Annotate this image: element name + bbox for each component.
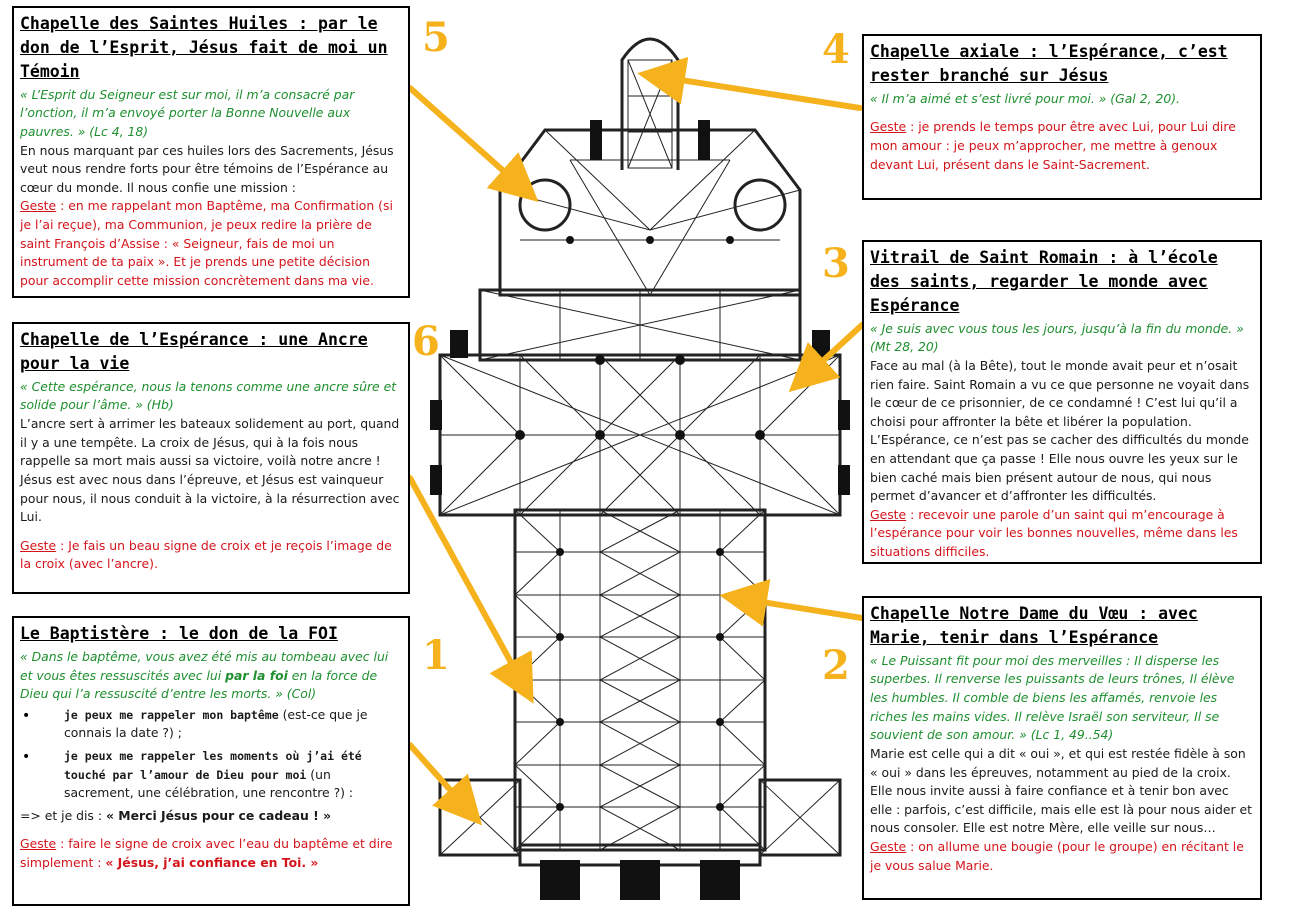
number-6: 6	[412, 318, 440, 365]
box-chapelle-esperance	[12, 322, 410, 594]
arrow-4	[655, 76, 860, 108]
box-title: Vitrail de Saint Romain : à l’école des saints, regarder le monde avec Espérance	[870, 248, 1218, 315]
box-chapelle-axiale	[862, 34, 1262, 200]
box-geste: Geste : en me rappelant mon Baptême, ma Confirmation (si je l’ai reçue), ma Communion, je peux redire la prière de saint François d’Assise : « Seigneur, fais de moi un instrument de ta paix ». Et je prends une petite décision pour accomplir cette mission concrètement dans ma vie.	[20, 198, 393, 288]
box-geste: Geste : recevoir une parole d’un saint qui m’encourage à l’espérance pour voir les bonnes nouvelles, même dans les situations difficiles.	[870, 506, 1238, 560]
arrow-3	[802, 325, 862, 380]
box-quote: « Cette espérance, nous la tenons comme une ancre sûre et solide pour l’âme. » (Hb)	[20, 378, 397, 413]
list-item: • je peux me rappeler mon baptême (est-ce que je connais la date ?) ;	[20, 706, 402, 743]
box-baptistere	[12, 616, 410, 906]
box-chapelle-saintes-huiles	[12, 6, 410, 298]
box-vitrail-saint-romain	[862, 240, 1262, 564]
box-quote: « Il m’a aimé et s’est livré pour moi. » (Gal 2, 20).	[870, 90, 1180, 106]
box-title: Chapelle de l’Espérance : une Ancre pour la vie	[20, 330, 368, 373]
box-title: Le Baptistère : le don de la FOI	[20, 624, 338, 643]
box-quote: « Le Puissant fit pour moi des merveilles : Il disperse les superbes. Il renverse les puissants de leurs trônes, Il élève les humbles. Il comble de biens les affamés, renvoie les riches les mains vides. Il relève Israël son serviteur, Il se souvient de son amour. » (Lc 1, 49..54)	[870, 652, 1235, 743]
box-geste: Geste : on allume une bougie (pour le groupe) en récitant le je vous salue Marie.	[870, 838, 1244, 873]
number-1: 1	[422, 632, 450, 679]
arrow-2	[737, 598, 862, 618]
box-quote: « L’Esprit du Seigneur est sur moi, il m’a consacré par l’onction, il m’a envoyé porter la Bonne Nouvelle aux pauvres. » (Lc 4, 18)	[20, 86, 355, 139]
list-item: • je peux me rappeler les moments où j’ai été touché par l’amour de Dieu pour moi (un sacrement, une célébration, une rencontre ?) :	[20, 747, 402, 803]
number-5: 5	[422, 14, 450, 61]
box-body: Face au mal (à la Bête), tout le monde avait peur et n’osait rien faire. Saint Romain a vu ce que personne ne voyait dans le cœur de ce prisonnier, de ce condamné ! C’est lui qu’il a choisi pour affronter la bête et libérer la population. L’Espérance, ce n’est pas se cacher des difficultés du monde en attendant que ça passe ! Elle nous ouvre les yeux sur le bien caché mais bien présent autour de nous, qui nous permet d’avancer et d’affronter les difficultés.	[870, 357, 1250, 504]
arrow-5	[410, 88, 525, 190]
box-body: En nous marquant par ces huiles lors des Sacrements, Jésus veut nous rendre forts pour être témoins de l’Espérance au cœur du monde. Il nous confie une mission :	[20, 142, 394, 195]
box-body: Marie est celle qui a dit « oui », et qui est restée fidèle à son « oui » dans les épreuves, notamment au pied de la croix. Elle nous invite aussi à faire confiance et à tenir bon avec elle : parfois, c’est difficile, mais elle est là pour nous aider et nous consoler. Elle est notre Mère, elle veille sur nous…	[870, 745, 1253, 836]
box-title: Chapelle des Saintes Huiles : par le don de l’Esprit, Jésus fait de moi un Témoin	[20, 14, 388, 81]
box-quote: « Dans le baptême, vous avez été mis au tombeau avec lui et vous êtes ressuscités avec lui par la foi en la force de Dieu qui l’a ressuscité d’entre les morts. » (Col)	[20, 648, 389, 702]
box-quote: « Je suis avec vous tous les jours, jusqu’à la fin du monde. » (Mt 28, 20)	[870, 320, 1244, 355]
box-geste: Geste : Je fais un beau signe de croix et je reçois l’image de la croix (avec l’ancre).	[20, 537, 392, 572]
box-list	[20, 706, 402, 803]
box-body: L’ancre sert à arrimer les bateaux solidement au port, quand il y a une tempête. La croix de Jésus, qui à la fois nous rappelle sa mort mais aussi sa victoire, voilà notre ancre ! Jésus est avec nous dans l’épreuve, et Jésus est vainqueur pour nous, il nous conduit à la victoire, à la résurrection avec Lui.	[20, 416, 400, 525]
box-geste: Geste : faire le signe de croix avec l’eau du baptême et dire simplement : « Jésus, j’ai confiance en Toi. »	[20, 836, 393, 871]
box-say: => et je dis : « Merci Jésus pour ce cadeau ! »	[20, 807, 332, 823]
box-geste: Geste : je prends le temps pour être avec Lui, pour Lui dire mon amour : je peux m’approcher, me mettre à genoux devant Lui, présent dans le Saint-Sacrement.	[870, 119, 1236, 172]
number-3: 3	[822, 240, 850, 287]
box-title: Chapelle Notre Dame du Vœu : avec Marie, tenir dans l’Espérance	[870, 604, 1198, 647]
number-4: 4	[822, 26, 850, 73]
box-chapelle-notre-dame-du-voeu	[862, 596, 1262, 900]
box-title: Chapelle axiale : l’Espérance, c’est rester branché sur Jésus	[870, 42, 1228, 85]
number-2: 2	[822, 642, 850, 689]
